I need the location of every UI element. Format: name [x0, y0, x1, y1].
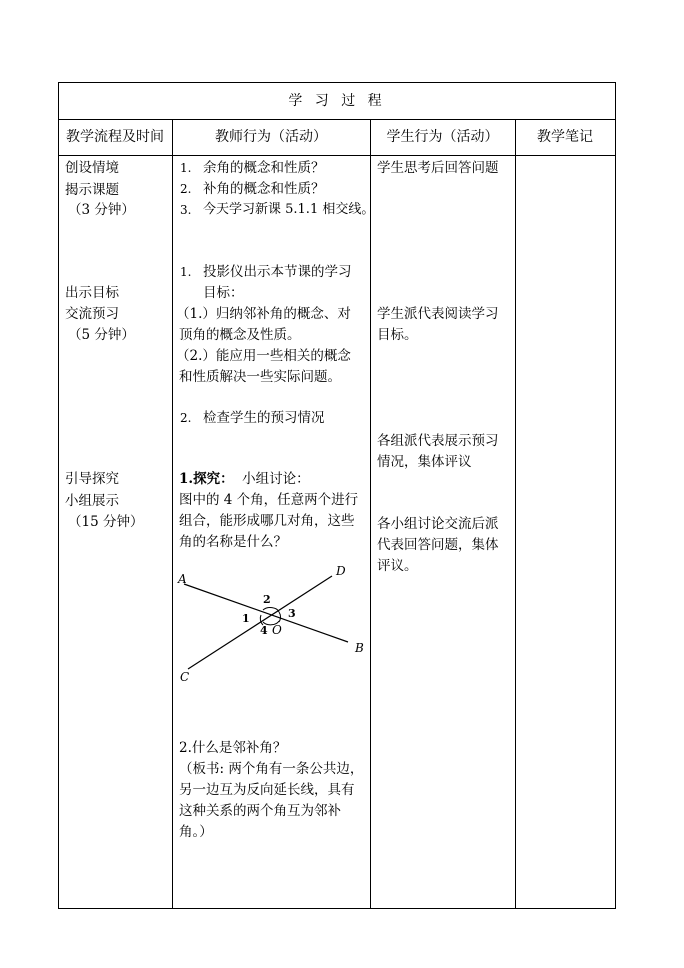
stage-3-line-1: 引导探究	[65, 471, 119, 487]
objective-line: 和性质解决一些实际问题。	[179, 369, 341, 385]
list-number: 1.	[180, 161, 192, 175]
column-divider-2	[370, 119, 371, 909]
label-b: B	[355, 641, 364, 655]
student-response-1: 学生思考后回答问题	[377, 160, 499, 176]
column-divider-1	[172, 119, 173, 909]
explore-rest: 小组讨论：	[233, 471, 310, 487]
stage-3-line-3: （15 分钟）	[68, 514, 144, 530]
question-line: 角的名称是什么？	[179, 534, 287, 550]
explore-heading	[179, 468, 310, 490]
question-line: 图中的 4 个角，任意两个进行	[179, 492, 359, 508]
list-number: 3.	[180, 203, 192, 217]
definition-line: 角。）	[179, 824, 213, 840]
definition-line: 2.什么是邻补角？	[179, 740, 287, 756]
label-d: D	[336, 564, 346, 578]
student-line: 代表回答问题，集体	[377, 537, 499, 553]
student-line: 各小组讨论交流后派	[377, 516, 499, 532]
label-o: O	[272, 623, 282, 637]
table-title: 学 习 过 程	[288, 93, 386, 109]
header-student: 学生行为（活动）	[386, 129, 499, 145]
angle-label-3: 3	[288, 607, 296, 620]
student-line: 评议。	[377, 558, 418, 574]
objective-line: 顶角的概念及性质。	[179, 327, 301, 343]
stage-1-line-2: 揭示课题	[65, 182, 119, 198]
table-border-header-bottom	[58, 155, 616, 156]
student-line: 情况，集体评议	[377, 454, 472, 470]
objective-line: 目标：	[203, 285, 244, 301]
stage-1-line-1: 创设情境	[65, 160, 119, 176]
explore-label: 1.探究：	[179, 471, 234, 487]
definition-line: 另一边互为反向延长线，具有	[179, 782, 355, 798]
stage-1-line-3: （3 分钟）	[68, 202, 135, 218]
table-border-right	[615, 82, 616, 909]
list-number: 2.	[180, 411, 192, 425]
intersecting-lines-figure	[176, 560, 372, 690]
column-divider-3	[515, 119, 516, 909]
table-border-bottom	[58, 908, 616, 909]
definition-line: 这种关系的两个角互为邻补	[179, 803, 341, 819]
student-line: 学生派代表阅读学习	[377, 306, 499, 322]
list-item: 余角的概念和性质？	[203, 160, 325, 176]
header-teacher: 教师行为（活动）	[215, 129, 327, 145]
student-line: 各组派代表展示预习	[377, 433, 499, 449]
student-line: 目标。	[377, 327, 418, 343]
definition-line: （板书: 两个角有一条公共边，	[179, 761, 364, 777]
stage-2-line-2: 交流预习	[65, 306, 119, 322]
list-item: 补角的概念和性质？	[203, 181, 325, 197]
angle-label-1: 1	[242, 612, 250, 625]
objective-line: （1.）归纳邻补角的概念、对	[176, 306, 351, 322]
list-item: 今天学习新课 5.1.1 相交线。	[203, 202, 375, 217]
table-border-top	[58, 82, 616, 83]
angle-label-2: 2	[263, 593, 271, 606]
list-number: 2.	[180, 182, 192, 196]
stage-2-line-3: （5 分钟）	[68, 327, 135, 343]
angle-arc-right	[279, 612, 281, 622]
line-cd	[188, 576, 332, 669]
table-border-left	[58, 82, 59, 909]
list-number: 1.	[180, 265, 192, 279]
label-c: C	[180, 670, 190, 684]
stage-3-line-2: 小组展示	[65, 493, 119, 509]
header-process: 教学流程及时间	[66, 129, 164, 145]
stage-2-line-1: 出示目标	[65, 285, 119, 301]
label-a: A	[178, 572, 187, 586]
table-border-title-bottom	[58, 119, 616, 120]
header-notes: 教学笔记	[537, 129, 593, 145]
angle-label-4: 4	[260, 624, 268, 637]
objective-line: 投影仪出示本节课的学习	[203, 264, 352, 280]
objective-line: （2.）能应用一些相关的概念	[176, 348, 351, 364]
question-line: 组合，能形成哪几对角，这些	[179, 513, 355, 529]
list-item: 检查学生的预习情况	[203, 410, 325, 426]
